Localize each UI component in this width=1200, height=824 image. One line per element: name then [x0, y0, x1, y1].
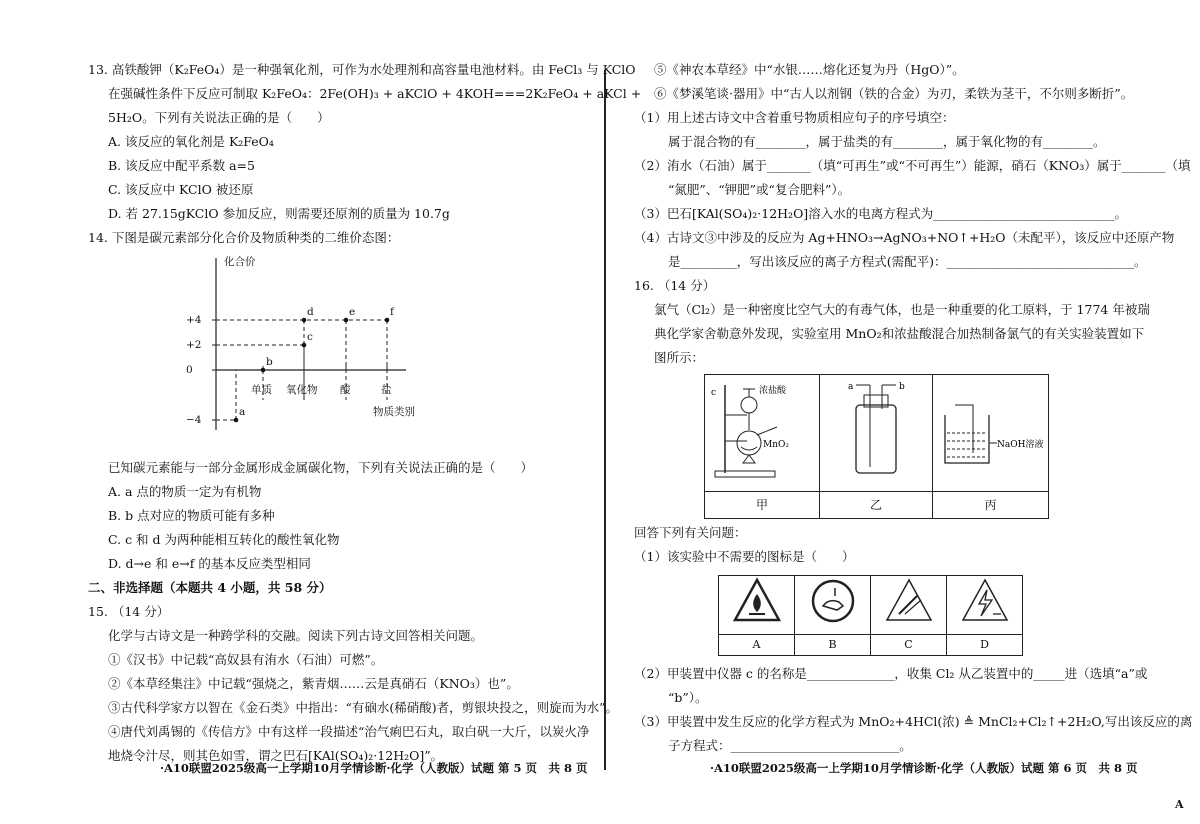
q15-passage-5: ⑤《神农本草经》中“水银……熔化还复为丹（HgO）”。	[654, 62, 965, 77]
q15-sub2-a: （2）洧水（石油）属于_______（填“可再生”或“不可再生”）能源，硝石（KNO₃）属于_______（填	[634, 158, 1191, 173]
q16-intro-3: 图所示：	[654, 350, 705, 365]
icon-label-c: C	[871, 635, 947, 656]
q15-passage-1: ①《汉书》中记载“高奴县有洧水（石油）可燃”。	[108, 652, 384, 667]
icon-label-b: B	[795, 635, 871, 656]
point-b	[261, 368, 266, 373]
right-column	[634, 58, 1193, 758]
q16-sub3-b: 子方程式：___________________________。	[668, 738, 912, 753]
q16-heading: 16. （14 分）	[634, 278, 716, 293]
apparatus-bing-cell	[933, 375, 1049, 492]
q15-heading: 15. （14 分）	[88, 604, 170, 619]
q16-sub1: （1）该实验中不需要的图标是（ ）	[634, 549, 855, 564]
safety-icon-table	[718, 575, 1023, 656]
q14-line1: 14. 下图是碳元素部分化合价及物质种类的二维价态图：	[88, 230, 400, 245]
section-heading: 二、非选择题（本题共 4 小题，共 58 分）	[88, 580, 332, 595]
q14-option-d: D. d→e 和 e→f 的基本反应类型相同	[108, 556, 311, 571]
q14-stem: 已知碳元素能与一部分金属形成金属碳化物，下列有关说法正确的是（ ）	[108, 460, 534, 475]
q14-option-a: A. a 点的物质一定为有机物	[108, 484, 262, 499]
flame-warning-icon	[731, 576, 783, 626]
icon-cell-a	[719, 576, 795, 635]
left-column	[88, 58, 642, 768]
label-c: c	[711, 388, 717, 398]
label-mno2: MnO₂	[763, 440, 789, 450]
q13-line1: 13. 高铁酸钾（K₂FeO₄）是一种强氧化剂，可作为水处理剂和高容量电池材料。由 FeCl₃ 与 KClO	[88, 62, 636, 77]
label-b: b	[899, 382, 905, 392]
icon-cell-b	[795, 576, 871, 635]
icon-label-a: A	[719, 635, 795, 656]
q15-passage-6: ⑥《梦溪笔谈·器用》中“古人以剂钢（铁的合金）为刃，柔铁为茎干，不尔则多断折”。	[654, 86, 1134, 101]
beaker-icon	[933, 375, 1048, 483]
x-axis-label: 物质类别	[373, 406, 415, 418]
icon-cell-d	[947, 576, 1023, 635]
q15-sub3: （3）巴石[KAl(SO₄)₂·12H₂O]溶入水的电离方程式为_____________________________。	[634, 206, 1127, 221]
q13-line3: 5H₂O。下列有关说法正确的是（ ）	[108, 110, 330, 125]
sharp-object-icon	[883, 576, 935, 626]
q14-option-b: B. b 点对应的物质可能有多种	[108, 508, 275, 523]
q15-passage-3: ③古代科学家方以智在《金石类》中指出：“有硇水(稀硝酸)者，剪银块投之，则旋而为水”。	[108, 700, 619, 715]
valence-chart-svg	[88, 250, 418, 450]
q16-intro-2: 典化学家舍勒意外发现，实验室用 MnO₂和浓盐酸混合加热制备氯气的有关实验装置如下	[654, 326, 1145, 341]
y-tick-label: +4	[186, 314, 202, 326]
q16-sub2-a: （2）甲装置中仪器 c 的名称是______________，收集 Cl₂ 从乙装置中的_____进（选填“a”或	[634, 666, 1148, 681]
q16-sub2-b: “b”）。	[668, 690, 708, 705]
q15-sub1-b: 属于混合物的有________，属于盐类的有________，属于氧化物的有________。	[668, 134, 1106, 149]
q16-answer-intro: 回答下列有关问题：	[634, 525, 747, 540]
q15-passage-4b: 地烧令汁尽，则其色如雪，谓之巴石[KAl(SO₄)₂·12H₂O]”。	[108, 748, 444, 763]
point-label: b	[266, 356, 273, 368]
point-label: c	[307, 331, 313, 343]
q13-line2: 在强碱性条件下反应可制取 K₂FeO₄：2Fe(OH)₃ + aKClO + 4KOH===2K₂FeO₄ + aKCl +	[108, 86, 642, 101]
q13-option-a: A. 该反应的氧化剂是 K₂FeO₄	[108, 134, 274, 149]
point-label: f	[390, 306, 394, 318]
point-label: d	[307, 306, 314, 318]
label-a: a	[848, 382, 854, 392]
icon-label-d: D	[947, 635, 1023, 656]
apparatus-label-jia: 甲	[705, 492, 820, 519]
q16-intro-1: 氯气（Cl₂）是一种密度比空气大的有毒气体，也是一种重要的化工原料，于 1774 年被瑞	[654, 302, 1150, 317]
apparatus-label-yi: 乙	[820, 492, 933, 519]
footer-page-6: ·A10联盟2025级高一上学期10月学情诊断·化学（人教版）试题 第 6 页 共 8 页	[710, 761, 1138, 775]
q13-option-b: B. 该反应中配平系数 a=5	[108, 158, 255, 173]
x-category-label: 酸	[340, 384, 351, 396]
y-axis-label: 化合价	[224, 256, 256, 268]
y-tick-label: 0	[186, 364, 193, 376]
column-divider	[604, 70, 606, 770]
q14-option-c: C. c 和 d 为两种能相互转化的酸性氧化物	[108, 532, 340, 547]
hand-wash-icon	[807, 576, 859, 626]
valence-chart	[88, 250, 588, 450]
corner-mark: A	[1175, 798, 1184, 811]
q16-sub3-a: （3）甲装置中发生反应的化学方程式为 MnO₂+4HCl(浓) ≜ MnCl₂+Cl₂↑+2H₂O,写出该反应的离	[634, 714, 1193, 729]
point-a	[234, 418, 239, 423]
q15-sub2-b: “氮肥”、“钾肥”或“复合肥料”）。	[668, 182, 851, 197]
q13-option-c: C. 该反应中 KClO 被还原	[108, 182, 254, 197]
label-naoh: NaOH溶液	[997, 440, 1044, 450]
q15-sub1-a: （1）用上述古诗文中含着重号物质相应句子的序号填空：	[634, 110, 955, 125]
y-tick-label: −4	[186, 414, 202, 426]
x-category-label: 单质	[251, 384, 272, 396]
q15-passage-4a: ④唐代刘禹锡的《传信方》中有这样一段描述“治气痢巴石丸，取白矾一大斤，以炭火净	[108, 724, 590, 739]
gas-bottle-icon	[826, 375, 926, 483]
q13-option-d: D. 若 27.15gKClO 参加反应，则需要还原剂的质量为 10.7g	[108, 206, 450, 221]
x-category-label: 氧化物	[286, 384, 318, 396]
flask-apparatus-icon	[707, 375, 817, 483]
point-f	[385, 318, 390, 323]
apparatus-label-bing: 丙	[933, 492, 1049, 519]
apparatus-table	[704, 374, 1049, 519]
label-acid: 浓盐酸	[759, 386, 787, 396]
x-category-label: 盐	[381, 384, 392, 396]
y-tick-label: +2	[186, 339, 202, 351]
q15-sub4-b: 是_________，写出该反应的离子方程式(需配平)：______________________________。	[668, 254, 1147, 269]
point-label: e	[349, 306, 356, 318]
point-label: a	[239, 406, 246, 418]
q15-sub4-a: （4）古诗文③中涉及的反应为 Ag+HNO₃→AgNO₃+NO↑+H₂O（未配平），该反应中还原产物	[634, 230, 1175, 245]
q15-intro: 化学与古诗文是一种跨学科的交融。阅读下列古诗文回答相关问题。	[108, 628, 484, 643]
icon-cell-c	[871, 576, 947, 635]
footer-page-5: ·A10联盟2025级高一上学期10月学情诊断·化学（人教版）试题 第 5 页 共 8 页	[160, 761, 588, 775]
apparatus-jia-cell	[705, 375, 820, 492]
electric-hazard-icon	[959, 576, 1011, 626]
apparatus-yi-cell	[820, 375, 933, 492]
q15-passage-2: ②《本草经集注》中记载“强烧之，紫青烟……云是真硝石（KNO₃）也”。	[108, 676, 519, 691]
